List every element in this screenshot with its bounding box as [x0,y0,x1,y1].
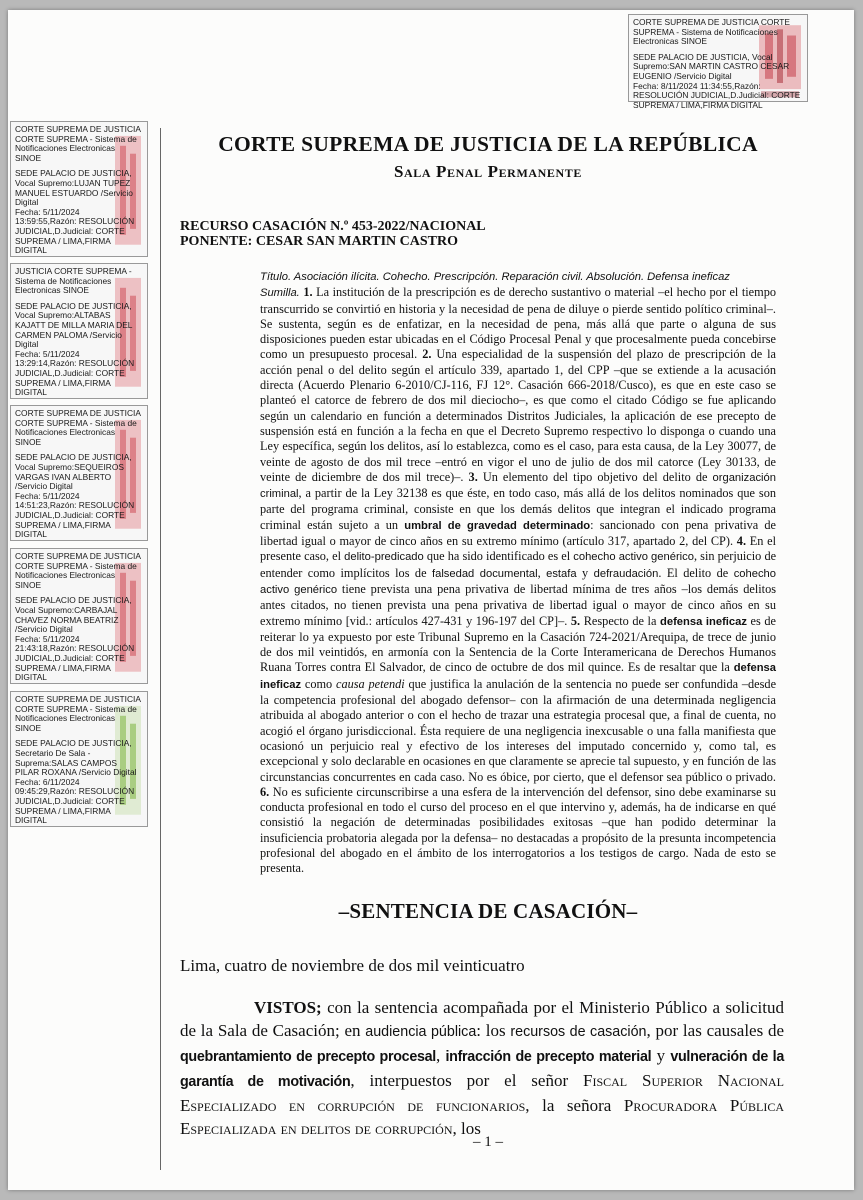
stamp-line: CORTE SUPREMA DE JUSTICIA CORTE SUPREMA - Sistema de Notificaciones Electronicas SINOE [15,551,141,590]
sentencia-heading: –SENTENCIA DE CASACIÓN– [338,899,638,923]
digital-signature-stamp [10,121,148,257]
stamp-line: Fecha: 8/11/2024 11:34:55,Razón: RESOLUCIÓN JUDICIAL,D.Judicial: CORTE SUPREMA / LIMA,FIRMA DIGITAL [633,80,801,110]
stamp-line: CORTE SUPREMA DE JUSTICIA CORTE SUPREMA - Sistema de Notificaciones Electronicas SINOE [15,694,141,733]
sala-title: Sala Penal Permanente [393,162,582,181]
document-page [8,10,854,1190]
stamp-line: CORTE SUPREMA DE JUSTICIA CORTE SUPREMA - Sistema de Notificaciones Electronicas SINOE [15,408,141,447]
court-title: CORTE SUPREMA DE JUSTICIA DE LA REPÚBLICA [218,132,758,156]
digital-signature-stamp [10,548,148,684]
sumilla-block [260,269,776,877]
margin-rule [160,128,161,1170]
date-line: Lima, cuatro de noviembre de dos mil veinticuatro [180,956,525,975]
stamp-line: Fecha: 5/11/2024 14:51:23,Razón: RESOLUCIÓN JUDICIAL,D.Judicial: CORTE SUPREMA / LIMA,FIRMA DIGITAL [15,490,135,540]
stamp-line: SEDE PALACIO DE JUSTICIA, Vocal Supremo:SEQUEIROS VARGAS IVAN ALBERTO /Servicio Digital [15,452,132,492]
stamp-line: CORTE SUPREMA DE JUSTICIA CORTE SUPREMA - Sistema de Notificaciones Electronicas SINOE [15,124,141,163]
stamp-line: Fecha: 5/11/2024 21:43:18,Razón: RESOLUCIÓN JUDICIAL,D.Judicial: CORTE SUPREMA / LIMA,FIRMA DIGITAL [15,633,135,683]
digital-signature-stamp [10,691,148,827]
stamp-line: JUSTICIA CORTE SUPREMA - Sistema de Notificaciones Electronicas SINOE [15,266,132,296]
case-reference [180,219,780,249]
stamp-line: SEDE PALACIO DE JUSTICIA, Secretario De Sala - Suprema:SALAS CAMPOS PILAR ROXANA /Servicio Digital [15,738,137,778]
digital-signature-stamp-top [628,14,808,110]
ponente: PONENTE: CESAR SAN MARTIN CASTRO [180,234,458,249]
sumilla-text: Sumilla. 1. La institución de la prescripción es de derecho sustantivo o material –el hecho por el tiempo transcurrido se convirtió en historia y la necesidad de pena de diluye o pierde sentido político criminal–. Se sustenta, según es de enfatizar, en la necesidad de pena, más allá que parte o alguna de sus disposiciones pueden estar ubicadas en el Código Procesal Penal y que procesalmente pueda concebirse como un presupuesto procesal. 2. Una especialidad de la suspensión del plazo de prescripción de la acción penal o del delito según el artículo 339, apartado 1, del CPP –que se extiende a la acusación directa (Acuerdo Plenario 6-2010/CJ-116, FJ 12°. Casación 666-2018/Cusco), es que en este caso se planteó el catorce de febrero de dos mil dieciocho–, es que como el citado Código se fue aplicando según un calendario en función a determinados Distritos Judiciales, la aplicación de ese precepto de suspensión está en función a la fecha en que el Decreto Supremo respectivo lo disponga o cuando una Ley específica, según los delitos, así lo establezca, como es el caso, para esta causa, de la Ley 30077, de veinte de agosto de dos mil trece –entró en vigor el uno de julio de dos mil catorce (Ley 30133, de veinte de diciembre de dos mil trece)–. 3. Un elemento del tipo objetivo del delito de organización criminal, a partir de la Ley 32138 es que éste, en todo caso, más allá de los delitos nominados que son parte del programa criminal, consiste en que los demás delitos que integran el indicado programa criminal están sujeto a un umbral de gravedad determinado: sancionado con pena privativa de libertad igual o mayor de cinco años en su extremo mínimo (artículo 317, apartado 2, del CP). 4. En el presente caso, el delito-predicado que ha sido identificado es el cohecho activo genérico, sin perjuicio de entender como implícitos los de falsedad documental, estafa y defraudación. El delito de cohecho activo genérico tiene prevista una pena privativa de libertad mínima de tres años –los demás delitos antes citados, no tienen prevista una pena privativa de libertad igual o mayor de cinco años en su extremo mínimo [vid.: artículos 427-431 y 196-197 del CP]–. 5. Respecto de la defensa ineficaz es de reiterar lo ya expuesto por este Tribunal Supremo en la Casación 724-2021/Arequipa, de trece de junio de dos mil veintidós, en armonía con la Sentencia de la Corte Interamericana de Derechos Humanos Ruana Torres contra El Salvador, de cinco de octubre de dos mil quince. Es de resaltar que la defensa ineficaz como causa petendi que justifica la anulación de la sentencia no puede ser confundida –desde la competencia profesional del abogado defensor– con la afirmación de una determinada negligencia atribuida al abogado anterior o con el hecho de trazar una estrategia procesal que, a final de cuenta, no acogió el órgano jurisdiccional. Ésta requiere de una negligencia inexcusable o una falla manifiesta que ocasionó un perjuicio real y efectivo de los intereses del imputado concernido y, como tal, es excepcional y solo declarable en ocasiones en que claramente se aprecie tal supuesto, y en función de las circunstancias concurrentes en cada caso. No es óbice, por cierto, que el defensor sea público o privado. 6. No es suficiente circunscribirse a una esfera de la intervención del defensor, sino debe examinarse su conducta profesional en todo el curso del proceso en el que intervino y, además, ha de indicarse en qué consistió la negación de determinadas posibilidades exitosas –que han podido determinar la insuficiencia probatoria alegada por la defensa– no destacadas a propósito de la presunta incompetencia profesional del abogado en el ámbito de los interrogatorios a los testigos de cargo. Nada de esto se presenta. [260,285,777,876]
sumilla-title: Título. Asociación ilícita. Cohecho. Prescripción. Reparación civil. Absolución. Defensa ineficaz [260,271,730,283]
stamp-line: Fecha: 6/11/2024 09:45:29,Razón: RESOLUCIÓN JUDICIAL,D.Judicial: CORTE SUPREMA / LIMA,FIRMA DIGITAL [15,776,135,826]
digital-signature-stamp [10,263,148,399]
page-number: – 1 – [473,1134,503,1150]
stamp-line: CORTE SUPREMA DE JUSTICIA CORTE SUPREMA - Sistema de Notificaciones Electronicas SINOE [633,17,790,47]
stamp-line: Fecha: 5/11/2024 13:29:14,Razón: RESOLUCIÓN JUDICIAL,D.Judicial: CORTE SUPREMA / LIMA,FIRMA DIGITAL [15,348,135,398]
stamp-line: Fecha: 5/11/2024 13:59:55,Razón: RESOLUCIÓN JUDICIAL,D.Judicial: CORTE SUPREMA / LIMA,FIRMA DIGITAL [15,206,135,256]
stamp-line: SEDE PALACIO DE JUSTICIA, Vocal Supremo:LUJAN TUPEZ MANUEL ESTUARDO /Servicio Digital [15,168,133,208]
vistos-paragraph: VISTOS; con la sentencia acompañada por el Ministerio Público a solicitud de la Sala de Casación; en audiencia pública: los recursos de casación, por las causales de quebrantamiento de precepto procesal, infracción de precepto material y vulneración de la garantía de motivación, interpuestos por el señor Fiscal Superior Nacional Especializado en corrupción de funcionarios, la señora Procuradora Pública Especializada en delitos de corrupción, los [180,998,785,1138]
stamp-line: SEDE PALACIO DE JUSTICIA, Vocal Supremo:ALTABAS KAJATT DE MILLA MARIA DEL CARMEN PALOMA /Servicio Digital [15,300,133,350]
recurso-number: RECURSO CASACIÓN N.º 453-2022/NACIONAL [180,219,486,234]
stamp-line: SEDE PALACIO DE JUSTICIA, Vocal Supremo:SAN MARTIN CASTRO CESAR EUGENIO /Servicio Digital [633,51,790,81]
digital-signature-stamp [10,405,148,541]
stamp-line: SEDE PALACIO DE JUSTICIA, Vocal Supremo:CARBAJAL CHAVEZ NORMA BEATRIZ /Servicio Digital [15,595,132,635]
